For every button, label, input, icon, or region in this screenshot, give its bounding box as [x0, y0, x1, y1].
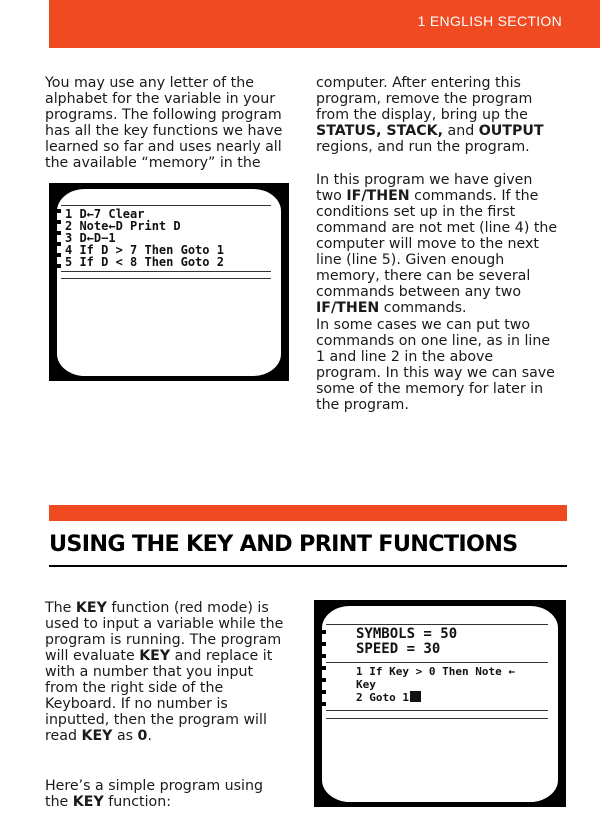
text-run: Here’s a simple program using the: [45, 778, 268, 810]
line-marker: [49, 264, 61, 268]
divider: [326, 662, 548, 663]
status-speed: SPEED = 30: [356, 641, 441, 657]
line-marker: [49, 220, 61, 224]
right-paragraph-1: [316, 75, 560, 155]
line-marker: [314, 690, 326, 694]
text-run: .: [147, 728, 152, 744]
status-symbols: SYMBOLS = 50: [356, 626, 458, 642]
bold-text: KEY: [81, 728, 113, 744]
bold-text: 0: [137, 728, 148, 744]
key-description: [45, 600, 288, 744]
line-marker: [314, 654, 326, 658]
header-bar: [49, 0, 600, 48]
line-marker: [314, 630, 326, 634]
line-marker: [314, 702, 326, 706]
right-paragraph-2: [316, 172, 560, 316]
program-line: 1 D←7 Clear: [65, 207, 145, 221]
program-screen-2: [314, 600, 566, 807]
program-line: Key: [356, 678, 376, 691]
text-run: commands.: [379, 300, 467, 316]
text-run: The: [45, 600, 76, 616]
cursor-block: [410, 691, 421, 702]
text-run: and replace it with a number that you input from the right side of the Keyboard. If no number is inputted, then the program will read: [45, 648, 277, 744]
bold-text: OUTPUT: [478, 123, 544, 139]
intro-paragraph: [45, 75, 285, 171]
text-run: function (red mode) is used to input a variable while the program is running. The program will evaluate: [45, 600, 288, 664]
text-run: You may use any letter of the alphabet for the variable in your programs. The following program has all the key functions we have learned so far and uses nearly all the available “memory” in the: [45, 75, 287, 171]
bold-text: KEY: [75, 600, 107, 616]
section-label: 1 ENGLISH SECTION: [417, 13, 562, 29]
program-screen-1: [49, 183, 289, 381]
section-rule: [49, 565, 567, 567]
key-example-intro: [45, 778, 285, 810]
right-paragraph-3: [316, 317, 560, 413]
bold-text: IF/THEN: [346, 188, 410, 204]
program-line: 1 If Key > 0 Then Note ←: [356, 665, 515, 678]
bold-text: KEY: [139, 648, 171, 664]
text-run: commands. If the conditions set up in the first command are not met (line 4) the computer will move to the next line (line 5). Given enough memory, there can be several commands between any two: [316, 188, 562, 300]
divider: [326, 624, 548, 625]
program-line: 5 If D < 8 Then Goto 2: [65, 255, 224, 269]
line-marker: [314, 678, 326, 682]
line-marker: [49, 209, 61, 213]
program-line: 4 If D > 7 Then Goto 1: [65, 243, 224, 257]
program-line: 3 D←D−1: [65, 231, 116, 245]
section-bar: [49, 505, 567, 521]
line-marker: [49, 253, 61, 257]
bold-text: STATUS, STACK,: [316, 123, 443, 139]
bold-text: KEY: [72, 794, 104, 810]
divider: [326, 710, 548, 711]
divider: [61, 278, 271, 279]
divider: [61, 271, 271, 272]
text-run: function:: [103, 794, 172, 810]
program-line: [356, 691, 421, 704]
text-run: as: [112, 728, 138, 744]
line-marker: [49, 231, 61, 235]
text-run: and: [443, 123, 479, 139]
divider: [61, 205, 271, 206]
text-run: computer. After entering this program, remove the program from the display, bring up the: [316, 75, 537, 123]
line-marker: [314, 666, 326, 670]
line-marker: [49, 242, 61, 246]
divider: [326, 718, 548, 719]
program-line-text: 2 Goto 1: [356, 691, 409, 704]
text-run: In some cases we can put two commands on one line, as in line 1 and line 2 in the above program. In this way we can save some of the memory for later in the program.: [316, 317, 560, 413]
section-title: USING THE KEY AND PRINT FUNCTIONS: [49, 531, 518, 557]
line-marker: [314, 642, 326, 646]
text-run: In this program we have given two: [316, 172, 537, 204]
program-line: 2 Note←D Print D: [65, 219, 181, 233]
bold-text: IF/THEN: [316, 300, 380, 316]
text-run: regions, and run the program.: [316, 123, 549, 155]
